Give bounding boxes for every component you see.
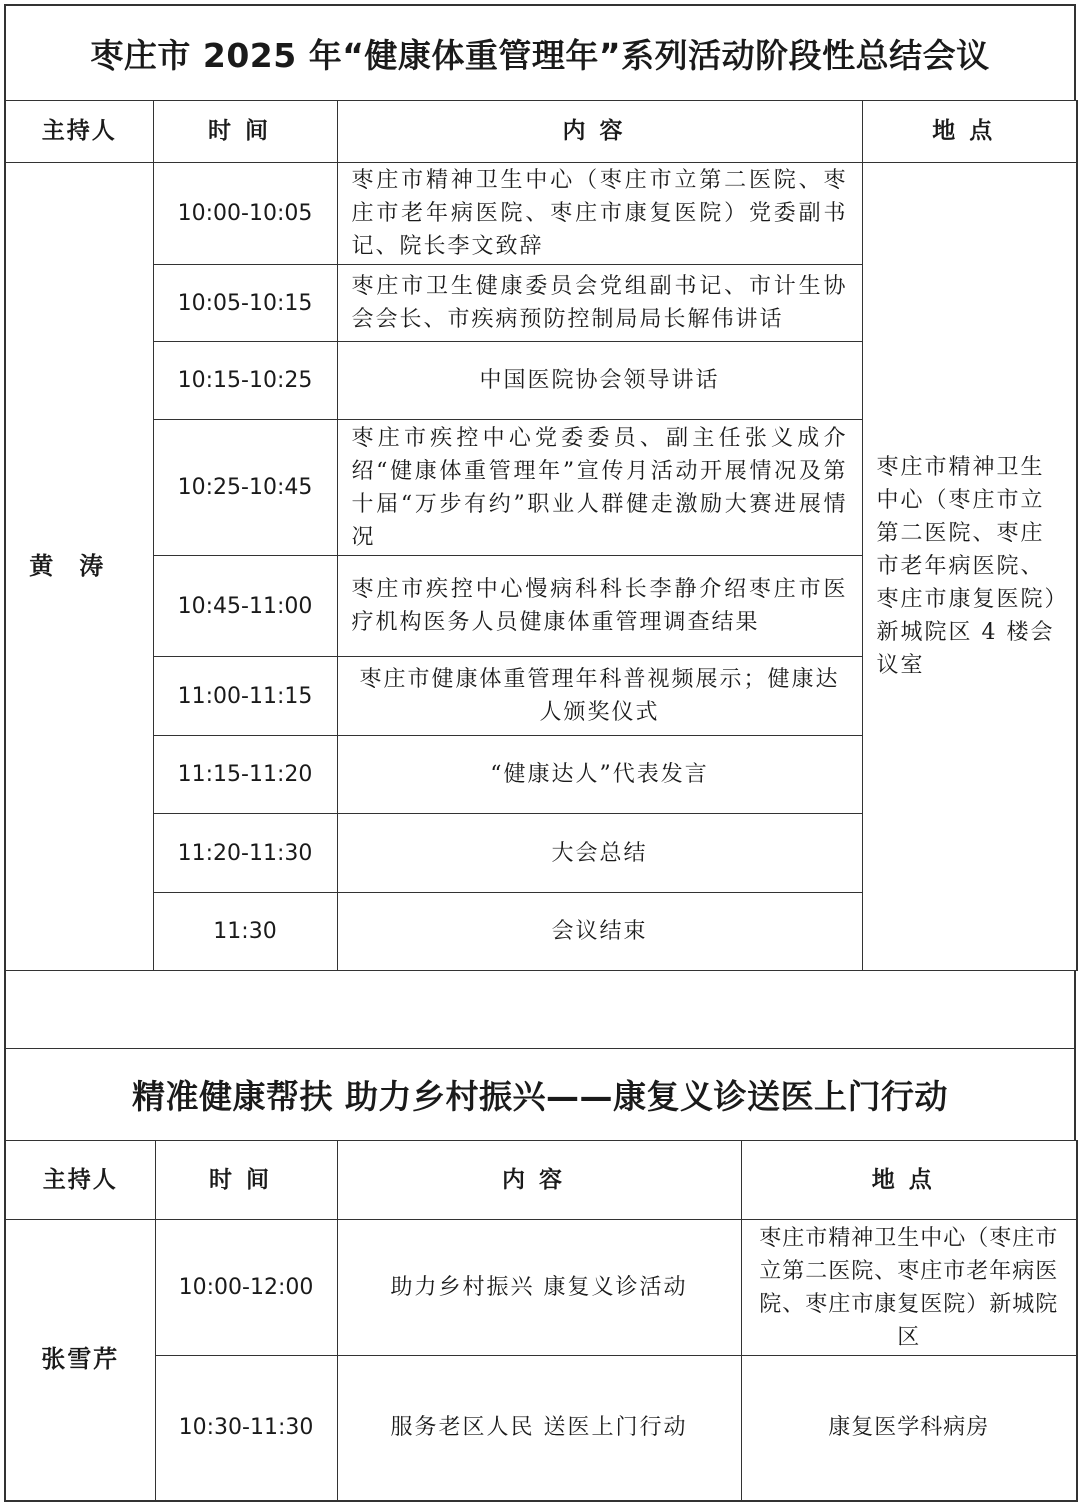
host-name: 黄涛 [5, 163, 153, 971]
header-content: 内容 [337, 1141, 741, 1220]
content-cell: 中国医院协会领导讲话 [337, 342, 862, 420]
header-host: 主持人 [5, 101, 153, 163]
content-cell: 服务老区人民 送医上门行动 [337, 1356, 741, 1501]
time-cell: 11:00-11:15 [153, 657, 337, 736]
table-row [5, 163, 1077, 265]
time-cell: 10:45-11:00 [153, 556, 337, 657]
content-cell: 大会总结 [337, 814, 862, 893]
time-cell: 10:30-11:30 [155, 1356, 337, 1501]
header-location: 地点 [741, 1141, 1077, 1220]
time-cell: 11:15-11:20 [153, 736, 337, 814]
content-cell: 枣庄市疾控中心党委委员、副主任张义成介绍“健康体重管理年”宣传月活动开展情况及第十届“万步有约”职业人群健走激励大赛进展情况 [337, 420, 862, 556]
header-content: 内容 [337, 101, 862, 163]
content-cell: 会议结束 [337, 893, 862, 971]
time-cell: 10:15-10:25 [153, 342, 337, 420]
location-cell: 康复医学科病房 [741, 1356, 1077, 1501]
table-header-row [5, 101, 1077, 163]
location-cell: 枣庄市精神卫生中心（枣庄市立第二医院、枣庄市老年病医院、枣庄市康复医院）新城院区 4 楼会议室 [862, 163, 1077, 971]
header-time: 时间 [153, 101, 337, 163]
time-cell: 10:05-10:15 [153, 265, 337, 342]
header-time: 时间 [155, 1141, 337, 1220]
content-cell: 枣庄市卫生健康委员会党组副书记、市计生协会会长、市疾病预防控制局局长解伟讲话 [337, 265, 862, 342]
location-cell: 枣庄市精神卫生中心（枣庄市立第二医院、枣庄市老年病医院、枣庄市康复医院）新城院区 [741, 1220, 1077, 1356]
content-cell: 枣庄市疾控中心慢病科科长李静介绍枣庄市医疗机构医务人员健康体重管理调查结果 [337, 556, 862, 657]
meeting1-title: 枣庄市 2025 年“健康体重管理年”系列活动阶段性总结会议 [4, 4, 1076, 100]
header-location: 地点 [862, 101, 1077, 163]
time-cell: 10:25-10:45 [153, 420, 337, 556]
table-row [5, 1356, 1077, 1501]
header-host: 主持人 [5, 1141, 155, 1220]
table-header-row [5, 1141, 1077, 1220]
content-cell: 枣庄市精神卫生中心（枣庄市立第二医院、枣庄市老年病医院、枣庄市康复医院）党委副书记、院长李文致辞 [337, 163, 862, 265]
host-name: 张雪芹 [5, 1220, 155, 1501]
meeting2-schedule-table [4, 1140, 1078, 1502]
time-cell: 10:00-12:00 [155, 1220, 337, 1356]
content-cell: 助力乡村振兴 康复义诊活动 [337, 1220, 741, 1356]
table-row [5, 1220, 1077, 1356]
content-cell: “健康达人”代表发言 [337, 736, 862, 814]
time-cell: 11:30 [153, 893, 337, 971]
time-cell: 11:20-11:30 [153, 814, 337, 893]
time-cell: 10:00-10:05 [153, 163, 337, 265]
content-cell: 枣庄市健康体重管理年科普视频展示；健康达人颁奖仪式 [337, 657, 862, 736]
section-spacer [4, 970, 1076, 1048]
meeting1-schedule-table [4, 100, 1078, 971]
meeting2-title: 精准健康帮扶 助力乡村振兴——康复义诊送医上门行动 [4, 1048, 1076, 1140]
